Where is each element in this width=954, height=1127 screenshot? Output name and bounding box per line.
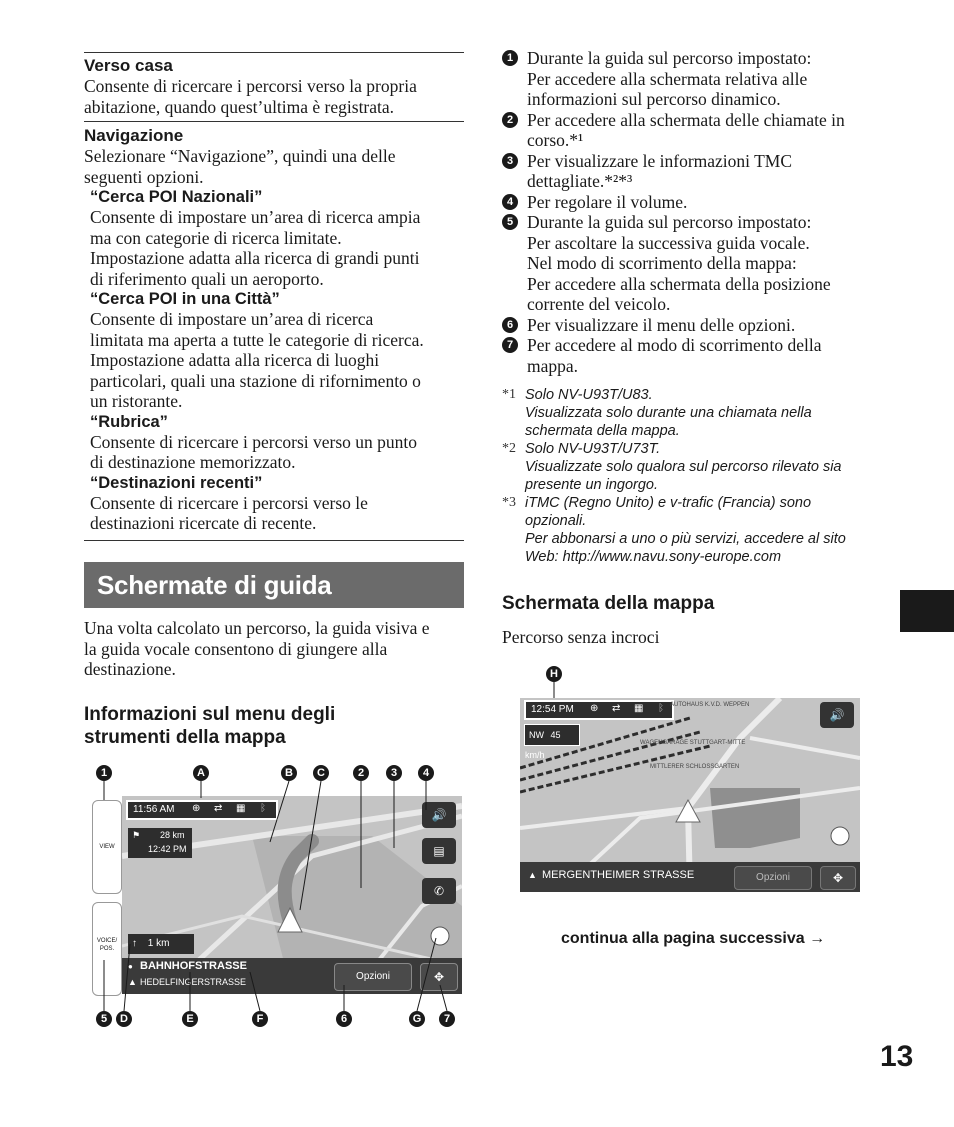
marker-5: 5	[96, 1011, 112, 1027]
turn-arrow-icon: ↑	[132, 938, 137, 949]
clock: 11:56 AM	[133, 804, 175, 815]
map-screen-1	[122, 796, 462, 994]
gps-icon: ⊕	[590, 703, 599, 714]
current-street: BAHNHOFSTRASSE	[140, 960, 247, 972]
heading: NW	[529, 730, 544, 740]
option-cerca-poi-nazionali	[84, 187, 464, 289]
view-tab-label: VIEW	[99, 844, 115, 850]
marker-D: D	[116, 1011, 132, 1027]
section-title-bar: Schermate di guida	[84, 562, 464, 608]
street-triangle-icon: ▲	[528, 870, 537, 880]
tmc-button[interactable]	[422, 838, 456, 864]
option-line: ma con categorie di ricerca limitate.	[90, 227, 342, 248]
footnote-mark: *3	[502, 495, 516, 510]
list-line: Per accedere alla schermata relativa alle	[527, 68, 808, 89]
option-title: “Cerca POI in una Città”	[90, 290, 280, 308]
tmc-icon: ⇄	[214, 803, 223, 814]
scroll-mode-button[interactable]	[420, 963, 458, 991]
marker-E: E	[182, 1011, 198, 1027]
marker-3: 3	[386, 765, 402, 781]
list-line: Durante la guida sul percorso impostato:	[527, 48, 812, 68]
scroll-mode-button-2[interactable]	[820, 866, 856, 890]
verso-casa-title: Verso casa	[84, 56, 173, 75]
next-turn-distance	[128, 934, 194, 954]
intro-line: Una volta calcolato un percorso, la guida visiva e	[84, 618, 430, 638]
badge: 7	[502, 337, 518, 353]
badge: 5	[502, 214, 518, 230]
option-line: destinazioni ricercate di recente.	[90, 513, 317, 533]
list-line: Durante la guida sul percorso impostato:	[527, 212, 812, 232]
footnotes	[502, 386, 902, 566]
footnote-mark: *2	[502, 441, 516, 456]
map-section-title: Schermata della mappa	[502, 593, 715, 614]
list-item-2	[502, 110, 902, 151]
speaker-icon: 🔊	[431, 808, 447, 822]
footnote-line: Web: http://www.navu.sony-europe.com	[525, 549, 782, 565]
marker-2: 2	[353, 765, 369, 781]
footnote-line: Visualizzata solo durante una chiamata nella	[525, 405, 812, 421]
move-icon: ✥	[832, 871, 844, 885]
remaining-distance: 28 km	[160, 830, 185, 840]
tmc-icon: ⇄	[612, 703, 621, 714]
option-title: “Rubrica”	[90, 412, 168, 431]
badge: 3	[502, 153, 518, 169]
marker-A: A	[193, 765, 209, 781]
continue-link[interactable]: continua alla pagina successiva →	[561, 930, 826, 947]
phone-icon: ✆	[433, 884, 445, 898]
map-label-1: AUTOHAUS K.V.D. WEPPEN	[670, 702, 750, 708]
option-line: Consente di ricercare i percorsi verso un punto	[90, 431, 418, 452]
marker-G: G	[409, 1011, 425, 1027]
current-street-2: MERGENTHEIMER STRASSE	[542, 869, 695, 881]
badge: 6	[502, 317, 518, 333]
intro-line: la guida vocale consentono di giungere alla	[84, 638, 388, 659]
map-label-2: WAGENGARAGE STUTTGART-MITTE	[640, 740, 746, 746]
subsection-title	[84, 703, 464, 749]
list-line: corrente del veicolo.	[527, 294, 671, 314]
navigazione-line-2: seguenti opzioni.	[84, 166, 204, 187]
marker-4: 4	[418, 765, 434, 781]
navigazione-entry	[84, 126, 464, 534]
marker-7: 7	[439, 1011, 455, 1027]
footnote-line: presente un ingorgo.	[525, 477, 659, 493]
street-bar	[122, 958, 462, 994]
option-title: “Destinazioni recenti”	[90, 473, 263, 492]
options-button-label: Opzioni	[356, 971, 390, 982]
status-bar-2[interactable]	[524, 700, 674, 720]
list-item-7	[502, 335, 902, 376]
list-item-1	[502, 48, 902, 110]
marker-6: 6	[336, 1011, 352, 1027]
options-button[interactable]	[334, 963, 412, 991]
option-line: di riferimento quali un aeroporto.	[90, 268, 324, 289]
option-line: Consente di ricercare i percorsi verso le	[90, 492, 368, 513]
numbered-list	[502, 48, 902, 376]
verso-casa-line-1: Consente di ricercare i percorsi verso la propria	[84, 76, 417, 96]
badge: 2	[502, 112, 518, 128]
option-line: un ristorante.	[90, 391, 183, 411]
speaker-icon: 🔊	[829, 708, 845, 722]
traffic-icon: ▦	[236, 803, 246, 814]
street-bar-2	[520, 862, 860, 892]
view-tab[interactable]	[92, 800, 122, 894]
options-button-2[interactable]	[734, 866, 812, 890]
volume-button[interactable]	[422, 802, 456, 828]
option-title: “Cerca POI Nazionali”	[90, 188, 263, 206]
list-line: Per accedere al modo di scorrimento della	[527, 335, 822, 355]
option-rubrica	[84, 412, 464, 473]
intro-paragraph	[84, 618, 464, 680]
option-line: Consente di impostare un’area di ricerca	[90, 309, 374, 329]
option-cerca-poi-citta	[84, 289, 464, 412]
options-button-label: Opzioni	[756, 872, 790, 883]
option-line: limitata ma aperta a tutte le categorie di ricerca.	[90, 329, 424, 350]
list-line: Nel modo di scorrimento della mappa:	[527, 253, 797, 273]
next-turn-value: 1 km	[147, 938, 170, 949]
map-label-3: MITTLERER SCHLOSSGARTEN	[650, 764, 740, 770]
gps-icon: ⊕	[192, 803, 201, 814]
list-line: dettagliate.*²*³	[527, 171, 633, 191]
badge: 4	[502, 194, 518, 210]
phone-button[interactable]	[422, 878, 456, 904]
navigazione-title: Navigazione	[84, 126, 184, 145]
list-line: corso.*¹	[527, 130, 584, 150]
arrival-time: 12:42 PM	[148, 844, 187, 854]
list-line: Per visualizzare il menu delle opzioni.	[527, 314, 796, 335]
footnote-1	[502, 386, 902, 440]
traffic-icon: ▦	[634, 703, 644, 714]
badge: 1	[502, 50, 518, 66]
marker-F: F	[252, 1011, 268, 1027]
list-line: Per regolare il volume.	[527, 191, 688, 212]
option-line: Consente di impostare un’area di ricerca ampia	[90, 207, 421, 227]
marker-H: H	[546, 666, 562, 682]
footnote-line: schermata della mappa.	[525, 423, 680, 439]
status-bar[interactable]	[126, 800, 278, 820]
list-item-4	[502, 192, 902, 213]
list-line: Per accedere alla schermata della posizione	[527, 273, 831, 294]
street-triangle-icon: ▲	[128, 977, 137, 987]
list-line: Per ascoltare la successiva guida vocale.	[527, 232, 810, 253]
subsection-title-line: strumenti della mappa	[84, 727, 286, 748]
voice-pos-tab-label: VOICE/ POS.	[96, 938, 118, 952]
top-rule-left	[84, 52, 464, 53]
map-screen-2	[520, 698, 860, 892]
route-info-box[interactable]	[128, 828, 192, 858]
volume-button-2[interactable]	[820, 702, 854, 728]
street-dot-icon: ●	[128, 962, 133, 971]
footnote-line: Per abbonarsi a uno o più servizi, accedere al sito	[525, 531, 846, 547]
marker-C: C	[313, 765, 329, 781]
rule-navigazione	[84, 540, 464, 541]
marker-B: B	[281, 765, 297, 781]
speed: 45 km/h	[525, 730, 561, 760]
bluetooth-icon: ᛒ	[658, 703, 664, 714]
bluetooth-icon: ᛒ	[260, 803, 266, 814]
footnote-line: Solo NV-U93T/U73T.	[525, 441, 661, 457]
footnote-mark: *1	[502, 387, 516, 402]
next-street: HEDELFINGERSTRASSE	[140, 977, 247, 987]
marker-1: 1	[96, 765, 112, 781]
navigazione-line-1: Selezionare “Navigazione”, quindi una delle	[84, 146, 396, 166]
option-line: particolari, quali una stazione di rifornimento o	[90, 370, 421, 391]
list-line: mappa.	[527, 355, 579, 376]
footnote-line: Visualizzate solo qualora sul percorso rilevato sia	[525, 459, 842, 475]
footnote-2	[502, 440, 902, 494]
move-icon: ✥	[433, 970, 445, 984]
verso-casa-entry	[84, 56, 464, 117]
footnote-line: iTMC (Regno Unito) e v-trafic (Francia) sono	[525, 495, 812, 511]
page-tab-marker	[900, 590, 954, 632]
footnote-line: opzionali.	[525, 513, 587, 529]
list-line: Per accedere alla schermata delle chiamate in	[527, 109, 845, 130]
option-line: Impostazione adatta alla ricerca di luoghi	[90, 350, 380, 370]
list-line: informazioni sul percorso dinamico.	[527, 89, 781, 109]
list-item-5	[502, 212, 902, 315]
voice-pos-tab[interactable]	[92, 902, 122, 996]
clock-2: 12:54 PM	[531, 704, 574, 715]
map-caption: Percorso senza incroci	[502, 627, 660, 647]
list-item-3	[502, 151, 902, 192]
flag-icon: ⚑	[132, 830, 141, 840]
page-number: 13	[880, 1040, 914, 1073]
footnote-line: Solo NV-U93T/U83.	[525, 387, 653, 403]
rule-verso-casa	[84, 121, 464, 122]
option-line: Impostazione adatta alla ricerca di grandi punti	[90, 248, 420, 268]
heading-speed-box	[524, 724, 580, 760]
verso-casa-line-2: abitazione, quando quest’ultima è registrata.	[84, 96, 395, 117]
list-item-6	[502, 315, 902, 336]
car-icon: ▤	[433, 844, 445, 858]
list-line: Per visualizzare le informazioni TMC	[527, 150, 793, 171]
option-line: di destinazione memorizzato.	[90, 452, 296, 472]
intro-line: destinazione.	[84, 659, 176, 679]
subsection-title-line: Informazioni sul menu degli	[84, 704, 336, 725]
option-destinazioni-recenti	[84, 473, 464, 534]
footnote-3	[502, 494, 902, 566]
